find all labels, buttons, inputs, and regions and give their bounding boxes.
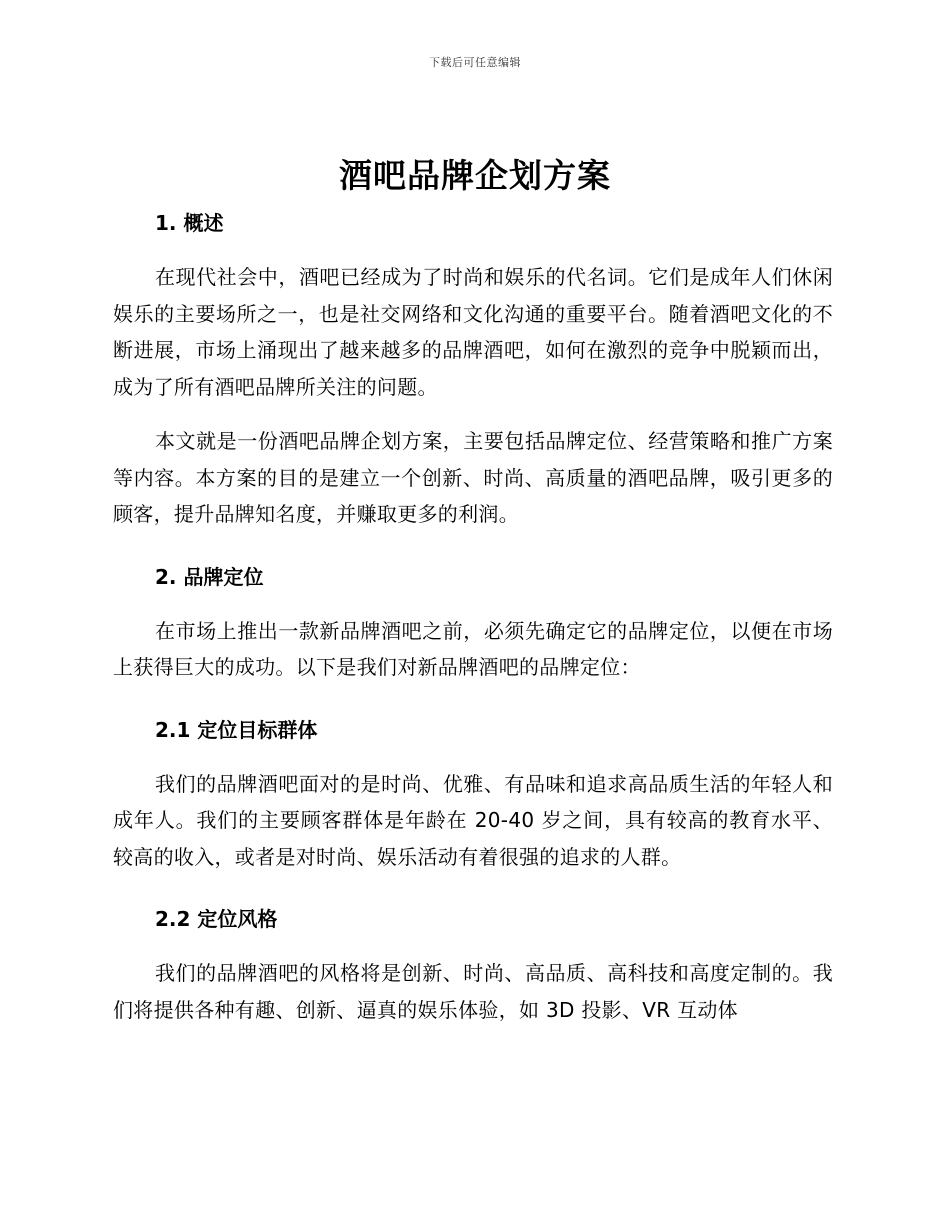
section-heading-overview: 1. 概述: [155, 211, 224, 235]
document-title: 酒吧品牌企划方案: [339, 156, 611, 195]
header-note: 下载后可任意编辑: [429, 56, 521, 69]
paragraph: 在市场上推出一款新品牌酒吧之前，必须先确定它的品牌定位，以便在市场上获得巨大的成功。以下是我们对新品牌酒吧的品牌定位：: [113, 618, 833, 679]
section-heading-brand-positioning: 2. 品牌定位: [155, 564, 264, 589]
paragraph: 本文就是一份酒吧品牌企划方案，主要包括品牌定位、经营策略和推广方案等内容。本方案的目的是建立一个创新、时尚、高质量的酒吧品牌，吸引更多的顾客，提升品牌知名度，并赚取更多的利润。: [113, 429, 833, 526]
paragraph: 我们的品牌酒吧的风格将是创新、时尚、高品质、高科技和高度定制的。我们将提供各种有趣、创新、逼真的娱乐体验，如 3D 投影、VR 互动体: [113, 961, 833, 1022]
section-heading-target-group: 2.1 定位目标群体: [155, 717, 318, 742]
document-body: [113, 205, 833, 1028]
paragraph: 我们的品牌酒吧面对的是时尚、优雅、有品味和追求高品质生活的年轻人和成年人。我们的主要顾客群体是年龄在 20-40 岁之间，具有较高的教育水平、较高的收入，或者是对时尚、娱乐活动有着很强的追求的人群。: [113, 771, 833, 869]
section-heading-style: 2.2 定位风格: [155, 907, 278, 931]
paragraph: 在现代社会中，酒吧已经成为了时尚和娱乐的代名词。它们是成年人们休闲娱乐的主要场所之一，也是社交网络和文化沟通的重要平台。随着酒吧文化的不断进展，市场上涌现出了越来越多的品牌酒吧，如何在激烈的竞争中脱颖而出，成为了所有酒吧品牌所关注的问题。: [113, 265, 833, 399]
